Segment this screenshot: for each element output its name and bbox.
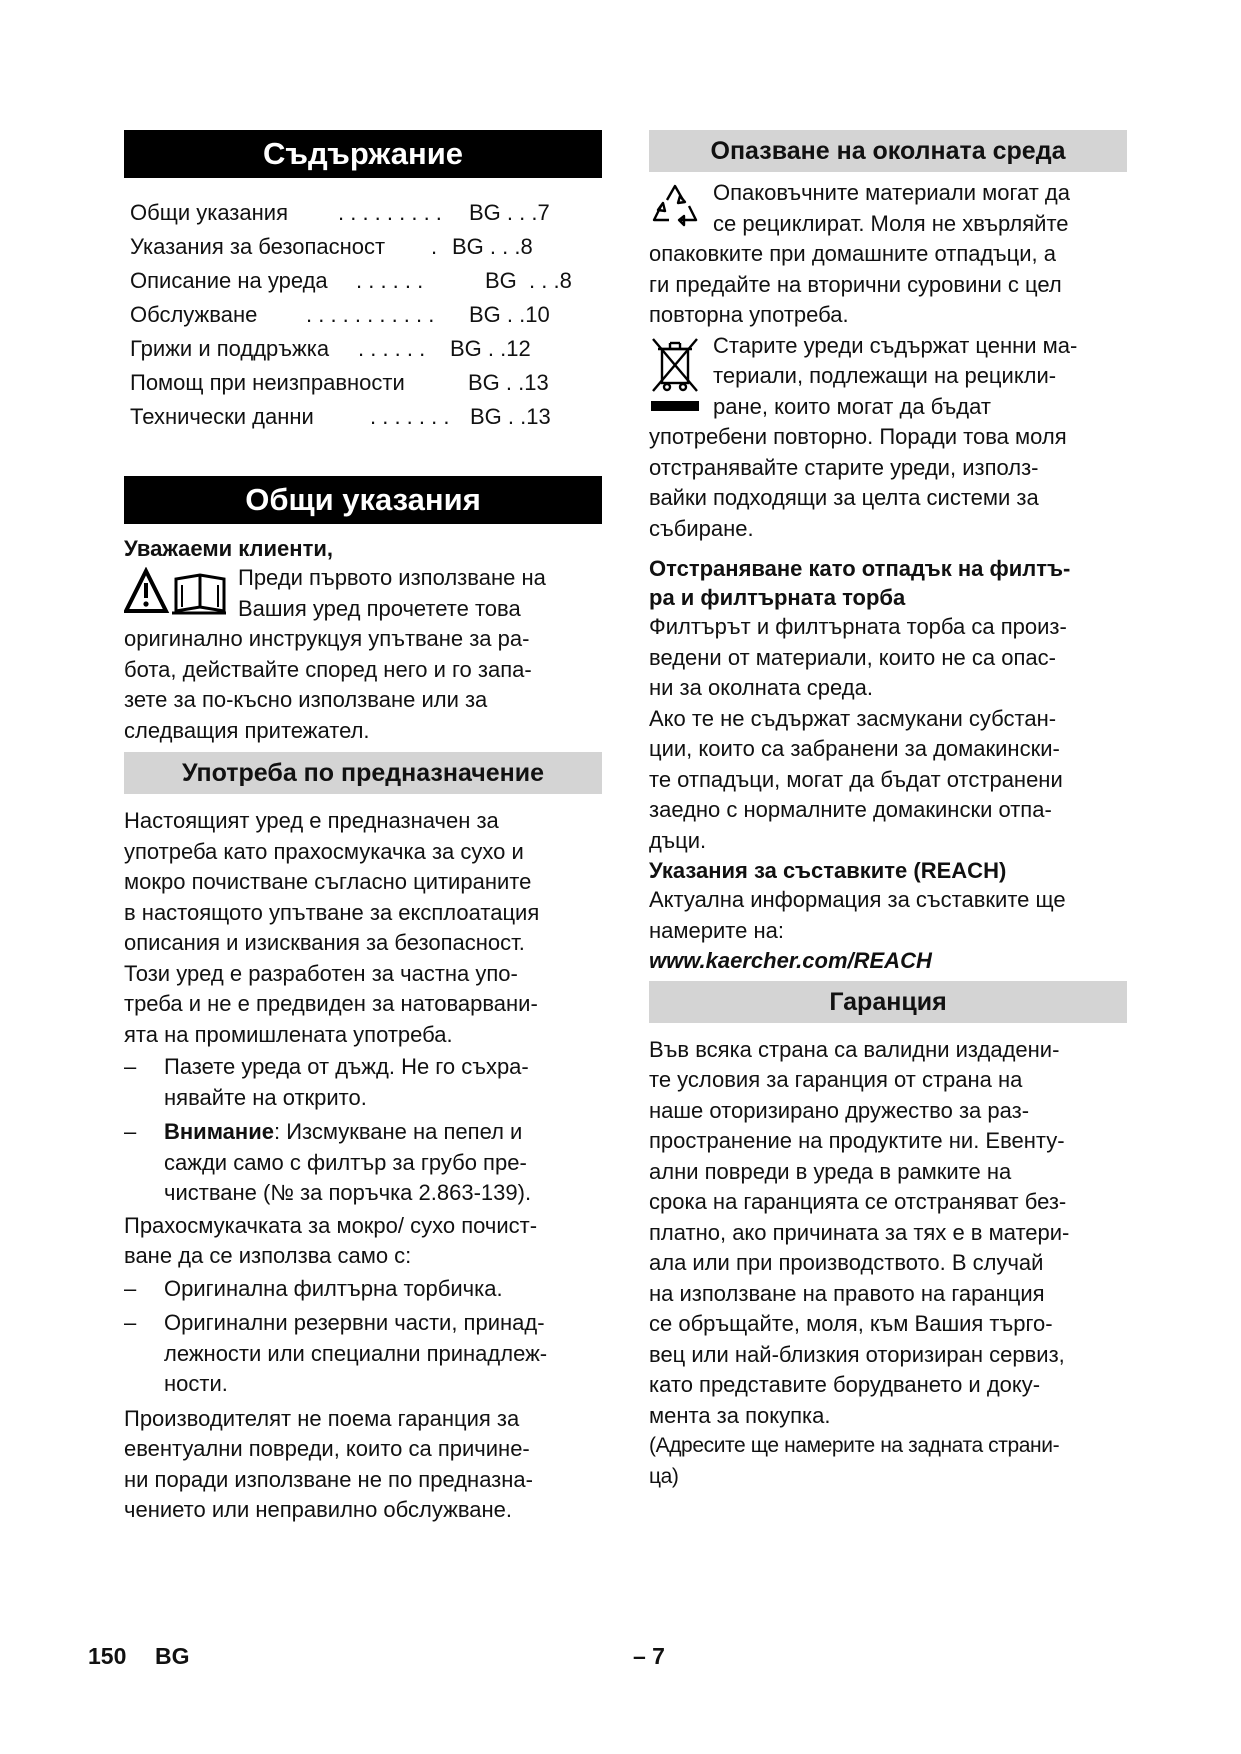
body-line: Във всяка страна са валидни издадени- xyxy=(649,1036,1060,1062)
body-line: пространение на продуктите ни. Евенту- xyxy=(649,1128,1065,1153)
toc-row[interactable] xyxy=(130,230,602,264)
warranty-heading: Гаранция xyxy=(649,981,1127,1023)
toc-row[interactable] xyxy=(130,366,602,400)
body-line: Опаковъчните материали могат да xyxy=(713,180,1071,205)
body-line: Този уред е разработен за частна упо- xyxy=(124,960,518,986)
toc-list xyxy=(130,196,602,434)
body-line: в настоящото упътване за експлоатация xyxy=(124,899,540,925)
dash-marker: – xyxy=(124,1275,137,1301)
warranty-body xyxy=(649,1035,1127,1493)
body-line: ята на промишлената употреба. xyxy=(124,1021,453,1047)
filter-disposal-heading: Отстраняване като отпадък на филтъ- xyxy=(649,556,1071,581)
address-note: (Адресите ще намерите на задната страни- xyxy=(649,1434,1060,1457)
toc-ref: BG . .13 xyxy=(470,404,551,429)
warning-manual-icon xyxy=(124,567,228,623)
body-line: срока на гаранцията се отстраняват без- xyxy=(649,1189,1067,1214)
recycle-icon xyxy=(649,180,701,238)
page-number: 150 xyxy=(88,1643,127,1669)
body-line: мокро почистване съгласно цитираните xyxy=(124,869,532,894)
toc-ref: BG . . .8 xyxy=(485,268,572,293)
body-line: опаковките при домашните отпадъци, а xyxy=(649,241,1056,266)
old-devices-paragraph xyxy=(649,331,1127,545)
bullet-item xyxy=(124,1308,602,1400)
body-line: Ако те не съдържат засмукани субстан- xyxy=(649,705,1057,731)
body-line: треба и не е предвиден за натоварвани- xyxy=(124,991,538,1016)
body-line: платно, ако причината за тях е в матери- xyxy=(649,1219,1070,1245)
body-line: повторна употреба. xyxy=(649,302,849,327)
reach-heading: Указания за съставките (REACH) xyxy=(649,858,1007,883)
toc-ref: BG . . .7 xyxy=(469,200,550,225)
body-line: намерите на: xyxy=(649,917,784,943)
bullet-line: лежности или специални принадлеж- xyxy=(164,1340,548,1366)
attention-label: Внимание xyxy=(164,1119,274,1144)
body-line: вайки подходящи за целта системи за xyxy=(649,485,1039,510)
intro-line: оригинално инструкцуя упътване за ра- xyxy=(124,626,530,651)
toc-label: Грижи и поддръжка xyxy=(130,336,330,361)
body-line: отстранявайте старите уреди, използ- xyxy=(649,454,1039,480)
body-line: ни за околната среда. xyxy=(649,675,873,700)
body-line: ране, които могат да бъдат xyxy=(713,393,991,419)
intro-line: следващия притежател. xyxy=(124,717,370,743)
toc-dots: . . . . . . . . . . . xyxy=(306,302,435,327)
reach-link[interactable]: www.kaercher.com/REACH xyxy=(649,948,932,973)
body-line: събиране. xyxy=(649,515,754,541)
bullet-line: : Изсмукване на пепел и xyxy=(273,1119,523,1144)
toc-dots: . . . . . . . . . xyxy=(338,200,442,225)
toc-label: Общи указания xyxy=(130,200,288,225)
body-line: чението или неправилно обслужване. xyxy=(124,1497,512,1522)
body-line: Настоящият уред е предназначен за xyxy=(124,808,499,833)
left-column xyxy=(124,130,602,1526)
environment-heading: Опазване на околната среда xyxy=(649,130,1127,172)
bullet-line: ности. xyxy=(164,1371,228,1396)
body-line: Старите уреди съдържат ценни ма- xyxy=(713,332,1078,358)
intro-line: бота, действайте според него и го запа- xyxy=(124,656,532,682)
bullet-item xyxy=(124,1117,602,1209)
body-line: описания и изисквания за безопасност. xyxy=(124,930,525,955)
toc-heading: Съдържание xyxy=(124,130,602,178)
right-column xyxy=(649,130,1127,1492)
toc-ref: BG . .12 xyxy=(450,336,531,361)
body-line: на използване на правото на гаранция xyxy=(649,1280,1045,1306)
toc-label: Указания за безопасност xyxy=(130,234,386,259)
body-line: употребени повторно. Поради това моля xyxy=(649,424,1067,449)
body-line: ала или при производството. В случай xyxy=(649,1250,1044,1275)
intro-line: Преди първото използване на xyxy=(238,565,546,590)
language-code: BG xyxy=(155,1643,190,1669)
crossed-bin-icon xyxy=(649,335,701,421)
body-line: ведени от материали, които не са опас- xyxy=(649,644,1056,670)
usage-body xyxy=(124,806,602,1526)
body-line: се обръщайте, моля, към Вашия търго- xyxy=(649,1311,1053,1336)
intro-paragraph xyxy=(124,563,602,746)
body-line: Филтърът и филтърната торба са произ- xyxy=(649,614,1067,639)
body-line: употреба като прахосмукачка за сухо и xyxy=(124,838,524,864)
intro-line: Вашия уред прочетете това xyxy=(238,595,521,621)
body-line: ални повреди в уреда в рамките на xyxy=(649,1158,1012,1184)
toc-row[interactable] xyxy=(130,196,602,230)
body-line: Актуална информация за съставките ще xyxy=(649,887,1066,912)
toc-dots: . xyxy=(431,234,438,259)
bullet-line: Оригинална филтърна торбичка. xyxy=(164,1275,503,1301)
address-note: ца) xyxy=(649,1464,679,1488)
body-line: дъци. xyxy=(649,827,707,853)
toc-row[interactable] xyxy=(130,332,602,366)
dash-marker: – xyxy=(124,1310,137,1335)
toc-ref: BG . .10 xyxy=(469,302,550,327)
body-line: като представите борудването и доку- xyxy=(649,1372,1041,1397)
toc-label: Описание на уреда xyxy=(130,268,328,293)
toc-dots: . . . . . . xyxy=(358,336,426,361)
toc-ref: BG . . .8 xyxy=(452,234,533,259)
toc-row[interactable] xyxy=(130,264,602,298)
toc-label: Технически данни xyxy=(130,404,314,429)
body-line: Производителят не поема гаранция за xyxy=(124,1405,520,1431)
bullet-line: сажди само с филтър за грубо пре- xyxy=(164,1149,527,1175)
body-line: териали, подлежащи на рецикли- xyxy=(713,363,1057,388)
usage-heading: Употреба по предназначение xyxy=(124,752,602,794)
toc-ref: BG . .13 xyxy=(468,370,549,395)
intro-line: зете за по-късно използване или за xyxy=(124,687,488,712)
toc-label: Помощ при неизправности xyxy=(130,370,405,395)
body-line: се рециклират. Моля не хвърляйте xyxy=(713,210,1069,236)
bullet-line: чистване (№ за поръчка 2.863-139). xyxy=(164,1180,532,1205)
toc-dots: . . . . . . . xyxy=(370,404,450,429)
dash-marker: – xyxy=(124,1119,137,1144)
bullet-line: Оригинални резервни части, принад- xyxy=(164,1310,545,1335)
filter-disposal-heading: ра и филтърната торба xyxy=(649,585,906,610)
general-heading: Общи указания xyxy=(124,476,602,524)
bullet-line: Пазете уреда от дъжд. Не го съхра- xyxy=(164,1054,529,1079)
toc-label: Обслужване xyxy=(130,302,258,327)
bullet-item xyxy=(124,1274,602,1305)
body-line: те отпадъци, могат да бъдат отстранени xyxy=(649,766,1063,792)
dash-marker: – xyxy=(124,1054,137,1079)
toc-dots: . . . . . . xyxy=(356,268,424,293)
body-line: ни поради използване не по предназна- xyxy=(124,1466,533,1492)
section-page-number: – 7 xyxy=(633,1643,665,1669)
body-line: евентуални повреди, които са причине- xyxy=(124,1436,530,1461)
body-line: вец или най-близкия оторизиран сервиз, xyxy=(649,1341,1065,1367)
body-line: заедно с нормалните домакински отпа- xyxy=(649,797,1052,822)
body-line: те условия за гаранция от страна на xyxy=(649,1067,1023,1092)
bullet-item xyxy=(124,1052,602,1113)
body-line: ции, които са забранени за домакински- xyxy=(649,736,1060,761)
body-line: ги предайте на вторични суровини с цел xyxy=(649,271,1062,297)
body-line: ване да се използва само с: xyxy=(124,1243,412,1268)
greeting: Уважаеми клиенти, xyxy=(124,536,333,561)
packaging-paragraph xyxy=(649,178,1127,331)
body-line: мента за покупка. xyxy=(649,1402,831,1428)
body-line: Прахосмукачката за мокро/ сухо почист- xyxy=(124,1212,538,1238)
bullet-line: нявайте на открито. xyxy=(164,1084,367,1110)
body-line: наше оторизирано дружество за раз- xyxy=(649,1097,1030,1123)
toc-row[interactable] xyxy=(130,400,602,434)
toc-row[interactable] xyxy=(130,298,602,332)
